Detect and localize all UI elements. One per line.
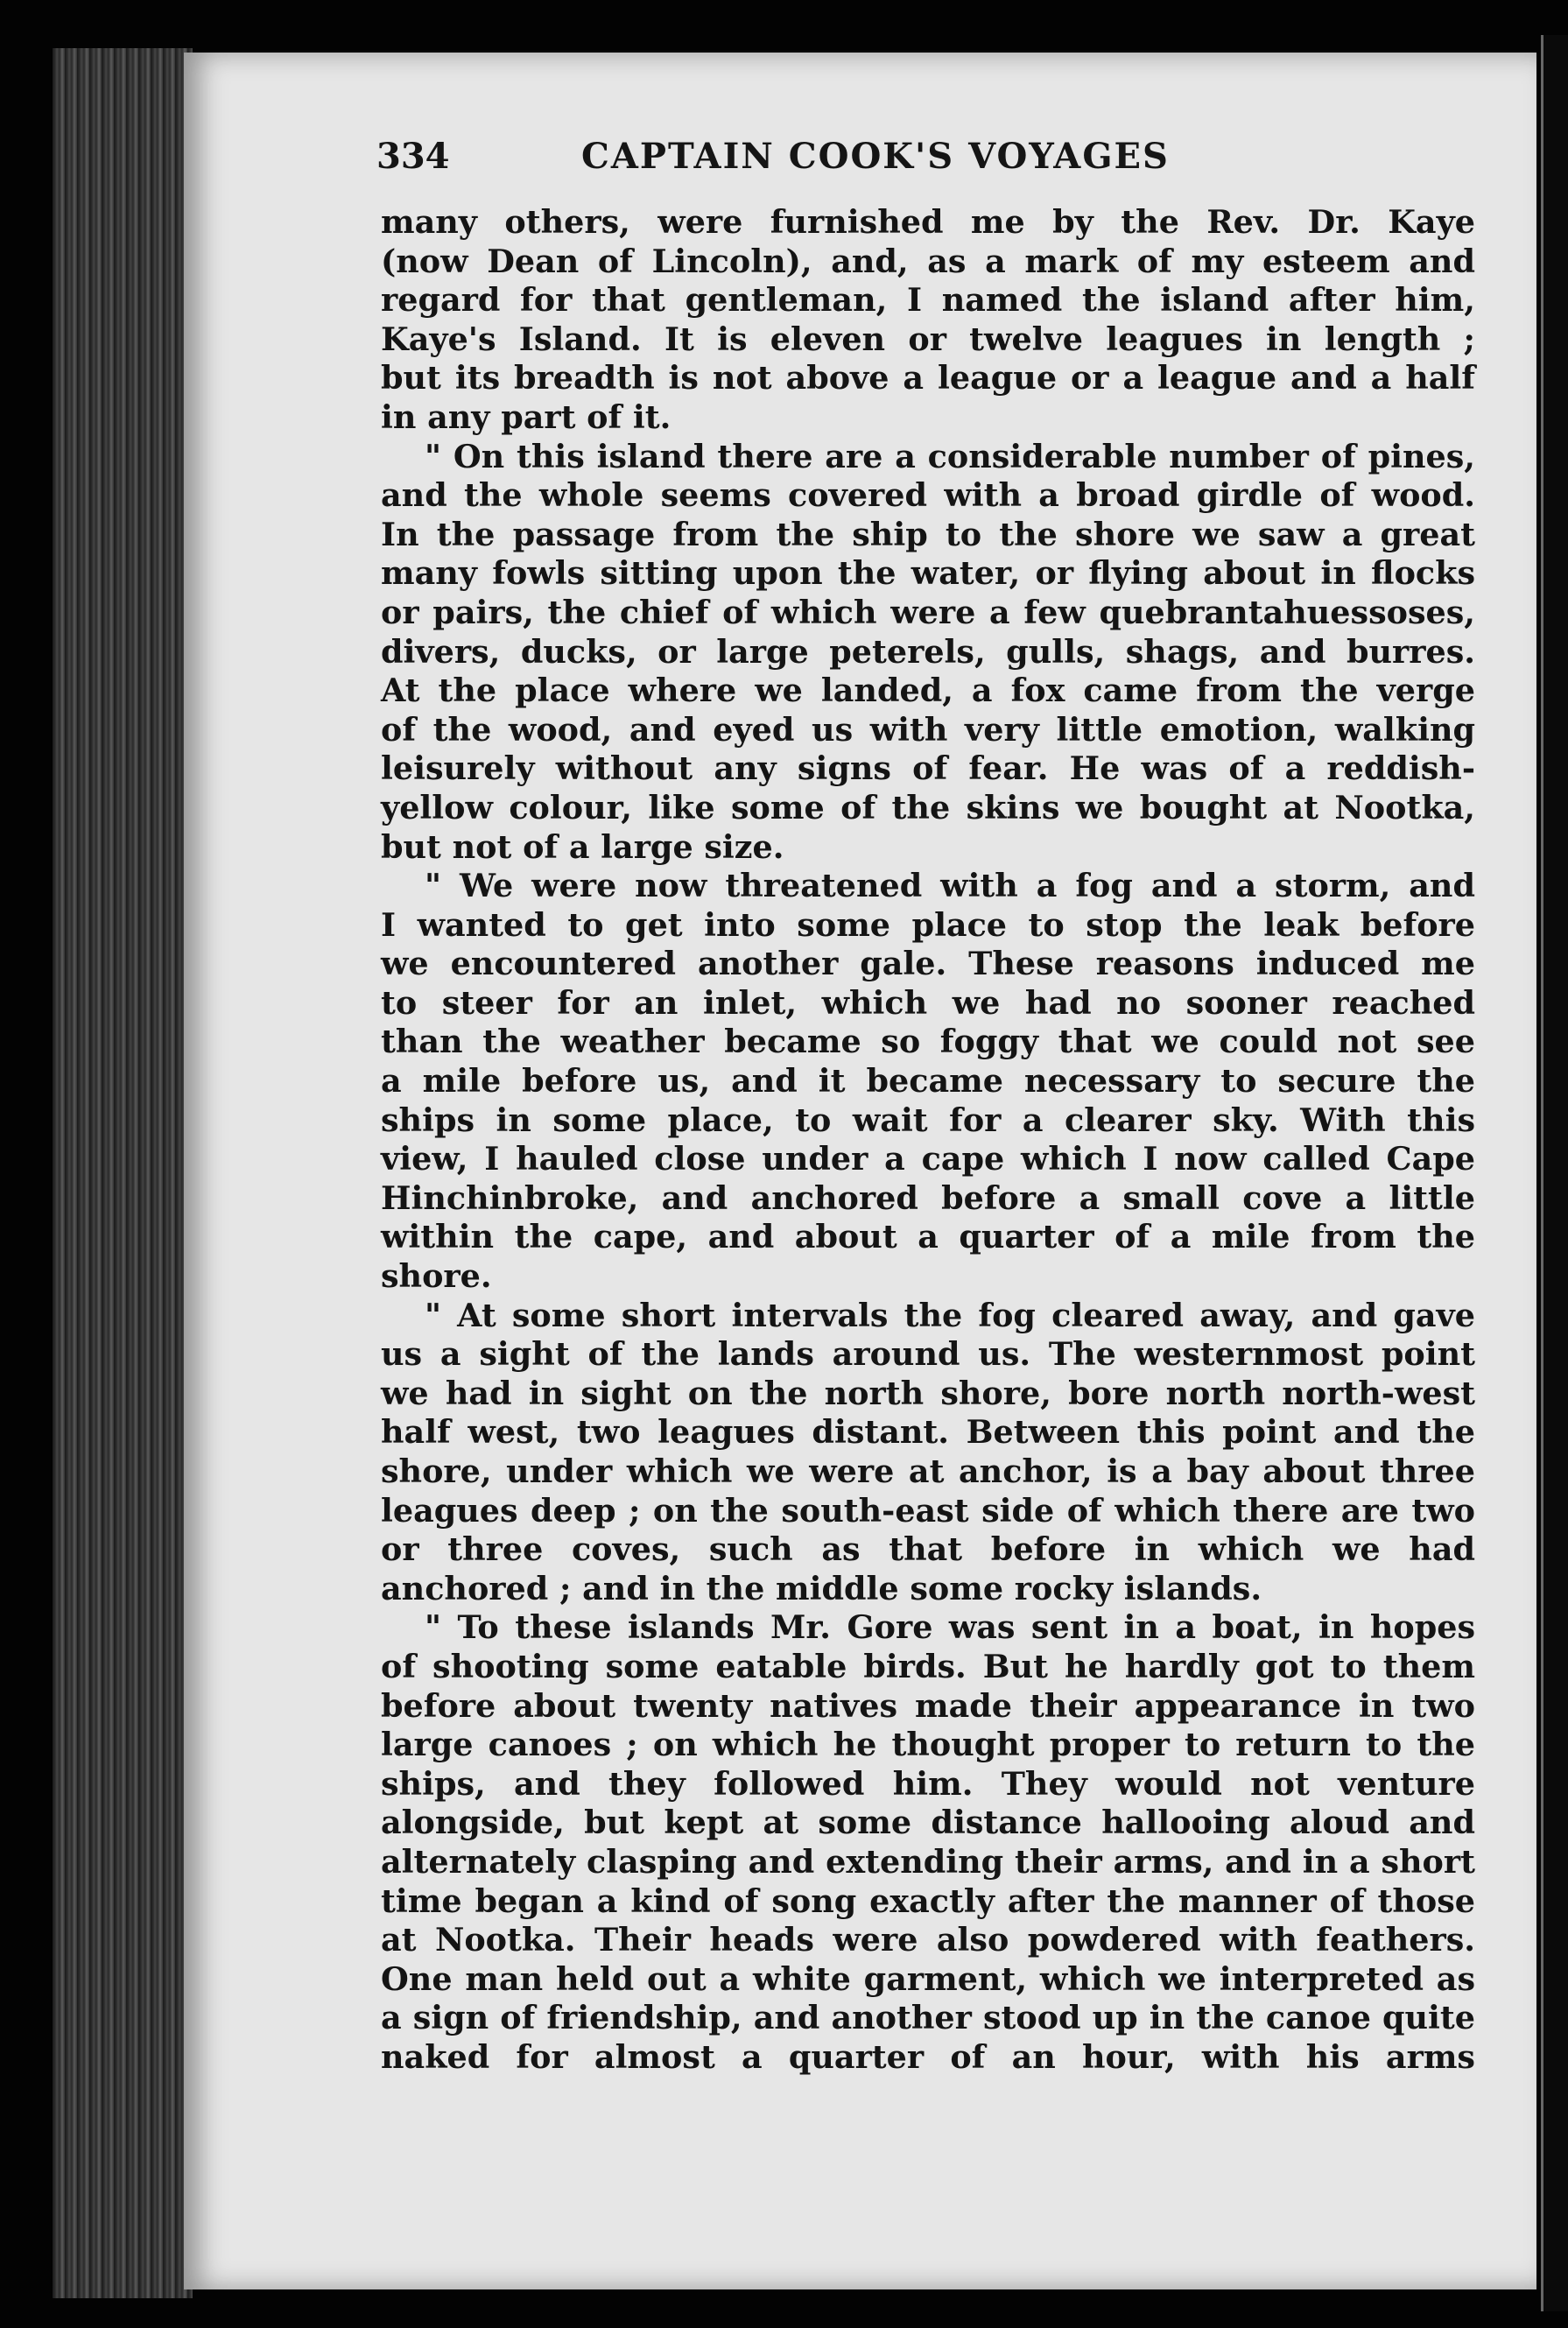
text-line: " On this island there are a considerable number of pines, [425,437,1475,475]
text-line: " At some short intervals the fog cleared away, and gave [425,1296,1475,1334]
text-line: At the place where we landed, a fox came from the verge [381,672,1475,710]
text-line: ships, and they followed him. They would not venture [381,1764,1475,1803]
page-header [376,136,1252,188]
text-line: but not of a large size. [381,827,784,866]
text-line: leagues deep ; on the south-east side of which there are two [381,1491,1475,1530]
text-line: but its breadth is not above a league or a league and a half [381,359,1475,397]
text-line: Hinchinbroke, and anchored before a small cove a little [381,1178,1475,1217]
running-title: CAPTAIN COOK'S VOYAGES [581,136,1170,177]
book-right-edge [1541,35,1568,2311]
text-line: alongside, but kept at some distance hallooing aloud and [381,1804,1475,1842]
text-line: One man held out a white garment, which we interpreted as [381,1959,1475,1998]
text-line: than the weather became so foggy that we could not see [381,1023,1475,1061]
text-line: shore. [381,1257,492,1296]
text-line: at Nootka. Their heads were also powdered with feathers. [381,1921,1475,1959]
text-line: anchored ; and in the middle some rocky islands. [381,1569,1262,1607]
text-line: us a sight of the lands around us. The westernmost point [381,1335,1475,1374]
text-line: divers, ducks, or large peterels, gulls, shags, and burres. [381,632,1475,671]
text-line: Kaye's Island. It is eleven or twelve leagues in length ; [381,320,1475,358]
text-line: " To these islands Mr. Gore was sent in a boat, in hopes [425,1608,1475,1647]
text-line: large canoes ; on which he thought proper to return to the [381,1726,1475,1764]
body-text [381,203,1475,2078]
text-line: many fowls sitting upon the water, or flying about in flocks [381,554,1475,593]
book-page-edges [53,48,193,2298]
text-line: many others, were furnished me by the Rev. Dr. Kaye [381,203,1475,241]
text-line: regard for that gentleman, I named the island after him, [381,281,1475,320]
text-line: a mile before us, and it became necessary to secure the [381,1062,1475,1101]
text-line: we had in sight on the north shore, bore north north-west [381,1374,1475,1412]
text-line: in any part of it. [381,397,671,436]
text-line: to steer for an inlet, which we had no sooner reached [381,983,1475,1022]
text-line: I wanted to get into some place to stop the leak before [381,905,1475,944]
text-line: shore, under which we were at anchor, is a bay about three [381,1452,1475,1490]
text-line: we encountered another gale. These reasons induced me [381,945,1475,983]
text-line: of shooting some eatable birds. But he hardly got to them [381,1647,1475,1685]
text-line: and the whole seems covered with a broad girdle of wood. [381,476,1475,515]
text-line: alternately clasping and extending their arms, and in a short [381,1842,1475,1881]
text-line: a sign of friendship, and another stood up in the canoe quite [381,1999,1475,2037]
text-line: In the passage from the ship to the shore we saw a great [381,515,1475,553]
text-line: before about twenty natives made their appearance in two [381,1686,1475,1725]
text-line: naked for almost a quarter of an hour, with his arms [381,2037,1475,2076]
text-line: leisurely without any signs of fear. He was of a reddish- [381,749,1475,788]
text-line: time began a kind of song exactly after the manner of those [381,1881,1475,1920]
text-line: or pairs, the chief of which were a few quebrantahuessoses, [381,593,1475,631]
text-line: or three coves, such as that before in which we had [381,1530,1475,1569]
text-line: of the wood, and eyed us with very little emotion, walking [381,710,1475,749]
text-line: (now Dean of Lincoln), and, as a mark of my esteem and [381,242,1475,280]
text-line: " We were now threatened with a fog and a storm, and [425,867,1475,905]
text-line: view, I hauled close under a cape which I now called Cape [381,1140,1475,1178]
text-line: within the cape, and about a quarter of a mile from the [381,1218,1475,1256]
text-line: yellow colour, like some of the skins we bought at Nootka, [381,788,1475,826]
text-line: half west, two leagues distant. Between this point and the [381,1413,1475,1452]
page-number: 334 [376,136,450,177]
text-line: ships in some place, to wait for a clearer sky. With this [381,1101,1475,1139]
